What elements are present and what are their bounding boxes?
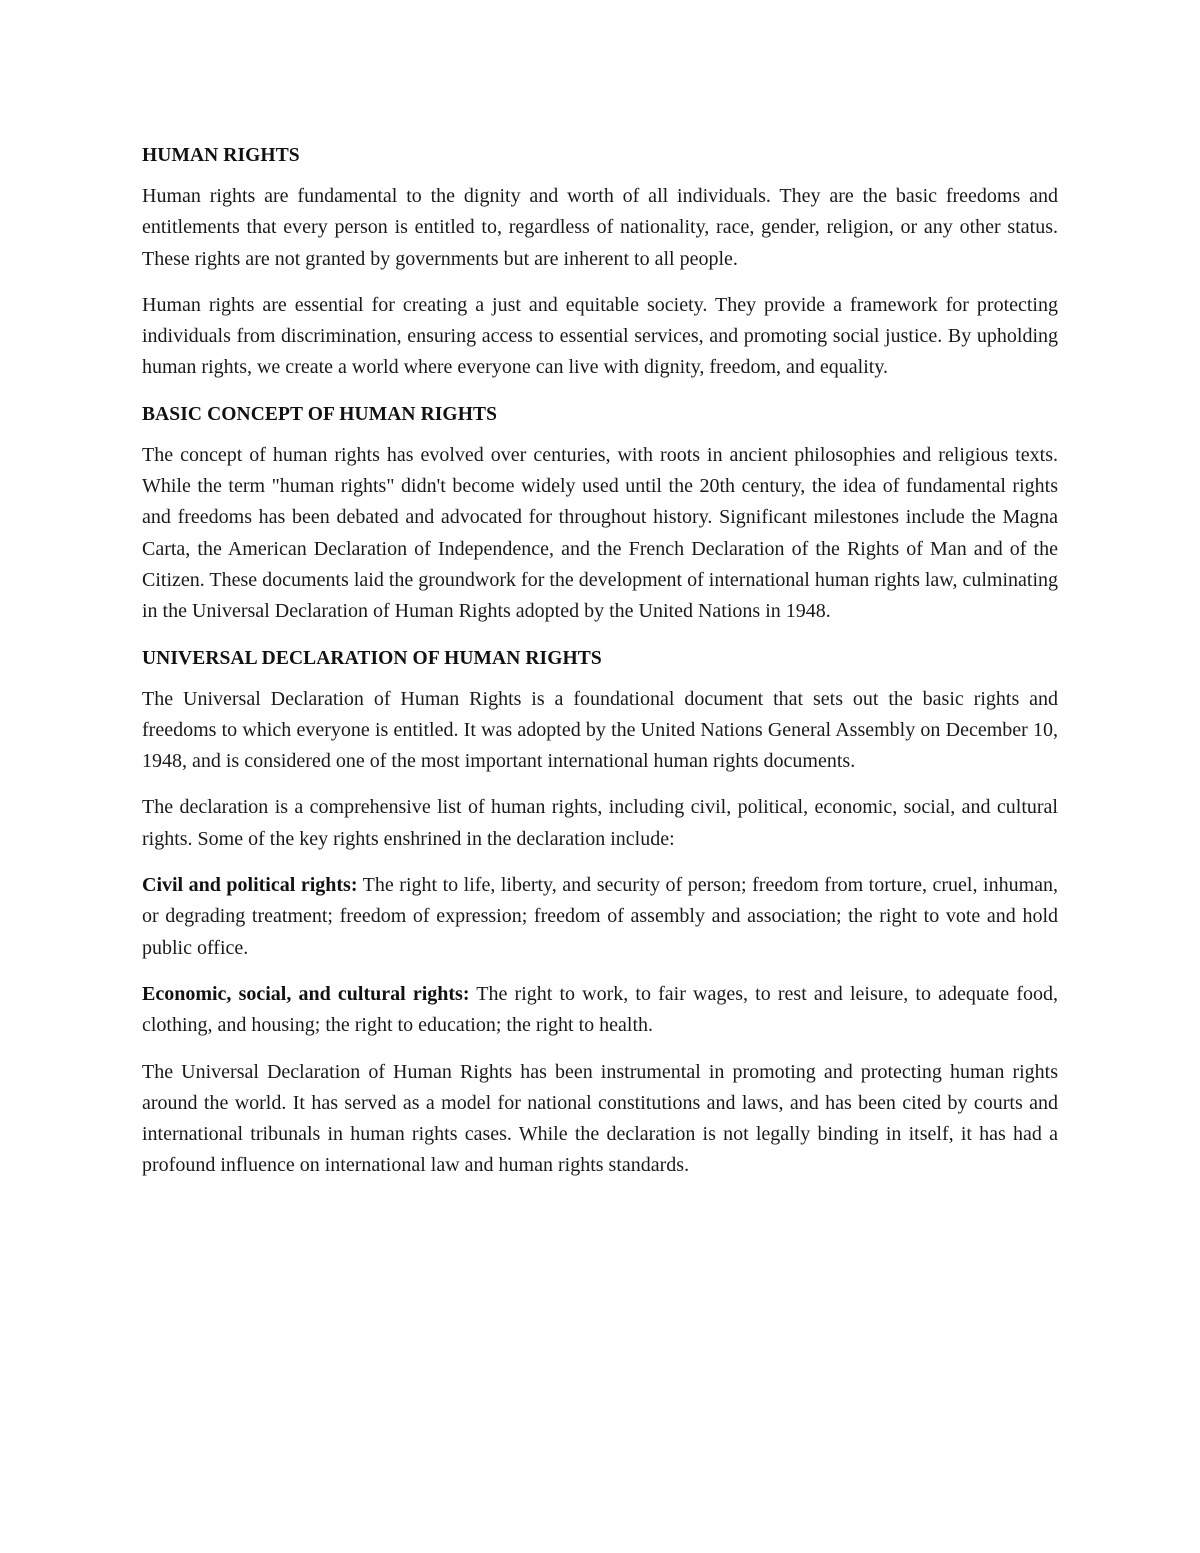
paragraph-human-rights-intro: Human rights are fundamental to the dignity and worth of all individuals. They are the basic freedoms and entitlements that every person is entitled to, regardless of nationality, race, gender, religion, or any other status. These rights are not granted by governments but are inherent to all people. xyxy=(142,185,1058,270)
economic-social-rights-text: The right to work, to fair wages, to rest and leisure, to adequate food, clothing, and housing; the right to education; the right to health. xyxy=(142,982,1058,1037)
section-heading-universal-declaration: UNIVERSAL DECLARATION OF HUMAN RIGHTS xyxy=(142,647,602,669)
paragraph-udhr-closing: The Universal Declaration of Human Rights has been instrumental in promoting and protecting human rights around the world. It has served as a model for national constitutions and laws, and has been cited by courts and international tribunals in human rights cases. While the declaration is not legally binding in itself, it has had a profound influence on international law and human rights standards. xyxy=(142,1060,1058,1177)
paragraph-basic-concept: The concept of human rights has evolved over centuries, with roots in ancient philosophies and religious texts. While the term "human rights" didn't become widely used until the 20th century, the idea of fundamental rights and freedoms has been debated and advocated for throughout history. Significant milestones include the Magna Carta, the American Declaration of Independence, and the French Declaration of the Rights of Man and of the Citizen. These documents laid the groundwork for the development of international human rights law, culminating in the Universal Declaration of Human Rights adopted by the United Nations in 1948. xyxy=(142,443,1058,623)
paragraph-udhr-intro: The Universal Declaration of Human Rights is a foundational document that sets out the basic rights and freedoms to which everyone is entitled. It was adopted by the United Nations General Assembly on December 10, 1948, and is considered one of the most important international human rights documents. xyxy=(142,687,1058,773)
section-heading-human-rights: HUMAN RIGHTS xyxy=(142,145,300,166)
section-heading-basic-concept: BASIC CONCEPT OF HUMAN RIGHTS xyxy=(142,403,498,425)
paragraph-udhr-list-intro: The declaration is a comprehensive list of human rights, including civil, political, economic, social, and cultural rights. Some of the key rights enshrined in the declaration include: xyxy=(142,796,1058,850)
economic-social-rights-label: Economic, social, and cultural rights: xyxy=(142,982,470,1005)
civil-political-rights-text: The right to life, liberty, and security of person; freedom from torture, cruel, inhuman, or degrading treatment; freedom of expression; freedom of assembly and association; the right to vote and hold public office. xyxy=(142,874,1059,959)
civil-political-rights-label: Civil and political rights: xyxy=(142,874,358,897)
paragraph-economic-social-rights xyxy=(142,979,1058,1042)
document-page xyxy=(142,140,1058,1197)
paragraph-human-rights-essential: Human rights are essential for creating a just and equitable society. They provide a framework for protecting individuals from discrimination, ensuring access to essential services, and promoting social justice. By upholding human rights, we create a world where everyone can live with dignity, freedom, and equality. xyxy=(142,293,1058,379)
paragraph-civil-political-rights xyxy=(142,870,1058,964)
